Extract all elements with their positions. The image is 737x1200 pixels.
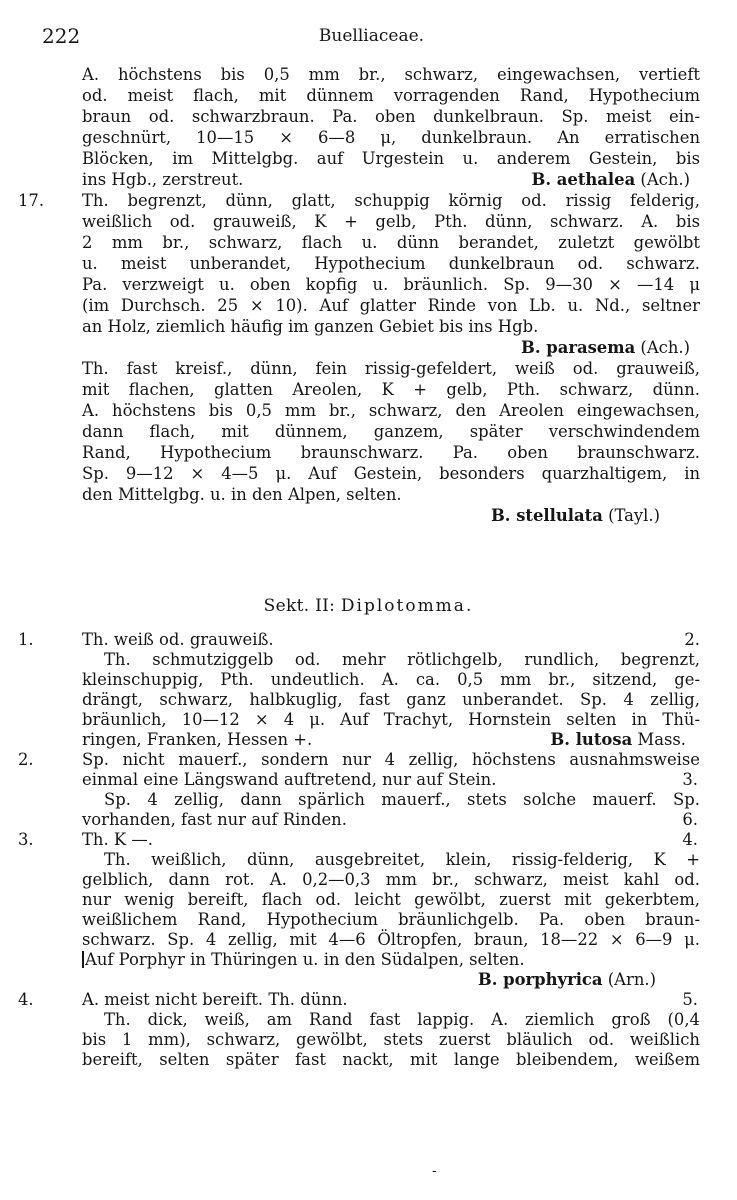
text-line: bis 1 mm), schwarz, gewölbt, stets zuerst bläulich od. weißlich	[82, 1030, 700, 1049]
couplet-target: 6.	[682, 810, 698, 829]
text-line: ins Hgb., zerstreut.	[82, 170, 244, 189]
margin-bar	[82, 951, 84, 968]
text-line: bereift, selten später fast nackt, mit lange bleibendem, weißem	[82, 1050, 700, 1069]
text-line: braun od. schwarzbraun. Pa. oben dunkelbraun. Sp. meist ein-	[82, 107, 700, 126]
text-line: schwarz. Sp. 4 zellig, mit 4—6 Öltropfen, braun, 18—22 × 6—9 μ.	[82, 930, 700, 949]
key-line	[82, 810, 700, 830]
text-line: den Mittelgbg. u. in den Alpen, selten.	[82, 485, 402, 504]
text-line: drängt, schwarz, halbkuglig, fast ganz unberandet. Sp. 4 zellig,	[82, 690, 700, 709]
text-line	[18, 190, 700, 211]
text-line: Rand, Hypothecium braunschwarz. Pa. oben braunschwarz.	[82, 443, 700, 462]
key-line	[18, 750, 700, 770]
text-line: A. höchstens bis 0,5 mm br., schwarz, den Areolen eingewachsen,	[82, 401, 700, 420]
text-line: mit flachen, glatten Areolen, K + gelb, Pth. schwarz, dünn.	[82, 380, 700, 399]
page-header	[42, 24, 701, 52]
footer-mark: -	[432, 1163, 437, 1179]
text-content: vorhanden, fast nur auf Rinden.	[82, 810, 347, 829]
taxon-author: (Tayl.)	[608, 506, 660, 525]
key-couplets	[18, 630, 700, 1070]
text-line: (im Durchsch. 25 × 10). Auf glatter Rinde von Lb. u. Nd., seltner	[82, 296, 700, 315]
couplet-target: 3.	[682, 770, 698, 789]
text-content: Sp. nicht mauerf., sondern nur 4 zellig, höchstens ausnahmsweise	[82, 750, 700, 769]
entry-number: 17.	[18, 191, 45, 210]
text-line: weißlichem Rand, Hypothecium bräunlichgelb. Pa. oben braun-	[82, 910, 700, 929]
page-number: 222	[42, 24, 81, 48]
text-line	[82, 950, 700, 970]
taxon-binomial: B. aethalea	[531, 170, 636, 189]
couplet-target: 4.	[682, 830, 698, 849]
key-line	[82, 770, 700, 790]
text-line: Th. weißlich, dünn, ausgebreitet, klein, rissig-felderig, K +	[104, 850, 700, 869]
text-line-with-taxon	[82, 169, 700, 190]
text-line: A. höchstens bis 0,5 mm br., schwarz, eingewachsen, vertieft	[82, 65, 700, 84]
text-line: Th. schmutziggelb od. mehr rötlichgelb, rundlich, begrenzt,	[104, 650, 700, 669]
taxon-name	[532, 169, 691, 190]
text-content: Auf Porphyr in Thüringen u. in den Südalpen, selten.	[85, 950, 525, 969]
text-line: gelblich, dann rot. A. 0,2—0,3 mm br., schwarz, meist kahl od.	[82, 870, 700, 889]
couplet-number: 1.	[18, 630, 34, 649]
text-line: Blöcken, im Mittelgbg. auf Urgestein u. anderem Gestein, bis	[82, 149, 700, 168]
taxon-author: (Ach.)	[640, 338, 690, 357]
text-line: ringen, Franken, Hessen +.	[82, 730, 313, 749]
text-line: dann flach, mit dünnem, ganzem, später verschwindendem	[82, 422, 700, 441]
taxon-name	[82, 505, 700, 526]
text-line: bräunlich, 10—12 × 4 μ. Auf Trachyt, Hornstein selten in Thü-	[82, 710, 700, 729]
section-heading	[0, 596, 737, 616]
text-content: Th. begrenzt, dünn, glatt, schuppig körnig od. rissig felderig,	[82, 191, 700, 210]
taxon-binomial: B. lutosa	[550, 730, 633, 749]
text-content: A. meist nicht bereift. Th. dünn.	[82, 990, 348, 1009]
text-content: Th. K —.	[82, 830, 153, 849]
key-line	[18, 630, 700, 650]
text-line: Th. fast kreisf., dünn, fein rissig-gefeldert, weiß od. grauweiß,	[82, 359, 700, 378]
text-line: nur wenig bereift, flach od. leicht gewölbt, zuerst mit gekerbtem,	[82, 890, 700, 909]
text-content: einmal eine Längswand auftretend, nur auf Stein.	[82, 770, 497, 789]
couplet-number: 2.	[18, 750, 34, 769]
text-line: weißlich od. grauweiß, K + gelb, Pth. dünn, schwarz. A. bis	[82, 212, 700, 231]
text-line: u. meist unberandet, Hypothecium dunkelbraun od. schwarz.	[82, 254, 700, 273]
section-prefix: Sekt. II:	[263, 596, 341, 616]
taxon-author: Mass.	[637, 730, 686, 749]
text-line: kleinschuppig, Pth. undeutlich. A. ca. 0,5 mm br., sitzend, ge-	[82, 670, 700, 689]
entry-16-continuation	[82, 64, 700, 190]
taxon-name	[82, 337, 700, 358]
taxon-binomial: B. porphyrica	[477, 970, 603, 989]
text-line: Sp. 9—12 × 4—5 μ. Auf Gestein, besonders quarzhaltigem, in	[82, 464, 700, 483]
text-line: Th. dick, weiß, am Rand fast lappig. A. ziemlich groß (0,4	[104, 1010, 700, 1029]
text-line: Sp. 4 zellig, dann spärlich mauerf., stets solche mauerf. Sp.	[104, 790, 700, 809]
text-line: an Holz, ziemlich häufig im ganzen Gebiet bis ins Hgb.	[82, 317, 539, 336]
text-line-with-taxon	[82, 730, 700, 750]
couplet-number: 4.	[18, 990, 34, 1009]
entry-17	[18, 190, 700, 526]
key-line	[18, 990, 700, 1010]
couplet-target: 5.	[682, 990, 698, 1009]
taxon-name	[82, 970, 700, 990]
taxon-binomial: B. parasema	[520, 338, 636, 357]
taxon-author: (Arn.)	[607, 970, 656, 989]
couplet-number: 3.	[18, 830, 34, 849]
section-name: Diplotomma.	[340, 596, 474, 616]
text-line: od. meist flach, mit dünnem vorragenden Rand, Hypothecium	[82, 86, 700, 105]
text-line: geschnürt, 10—15 × 6—8 μ, dunkelbraun. An erratischen	[82, 128, 700, 147]
text-line: 2 mm br., schwarz, flach u. dünn berandet, zuletzt gewölbt	[82, 233, 700, 252]
taxon-author: (Ach.)	[640, 170, 690, 189]
taxon-binomial: B. stellulata	[490, 506, 603, 525]
couplet-target: 2.	[684, 630, 700, 649]
text-line: Pa. verzweigt u. oben kopfig u. bräunlich. Sp. 9—30 × —14 μ	[82, 275, 700, 294]
running-head: Buelliaceae.	[318, 26, 425, 46]
taxon-name	[550, 730, 686, 750]
key-line	[18, 830, 700, 850]
text-content: Th. weiß od. grauweiß.	[82, 630, 274, 649]
